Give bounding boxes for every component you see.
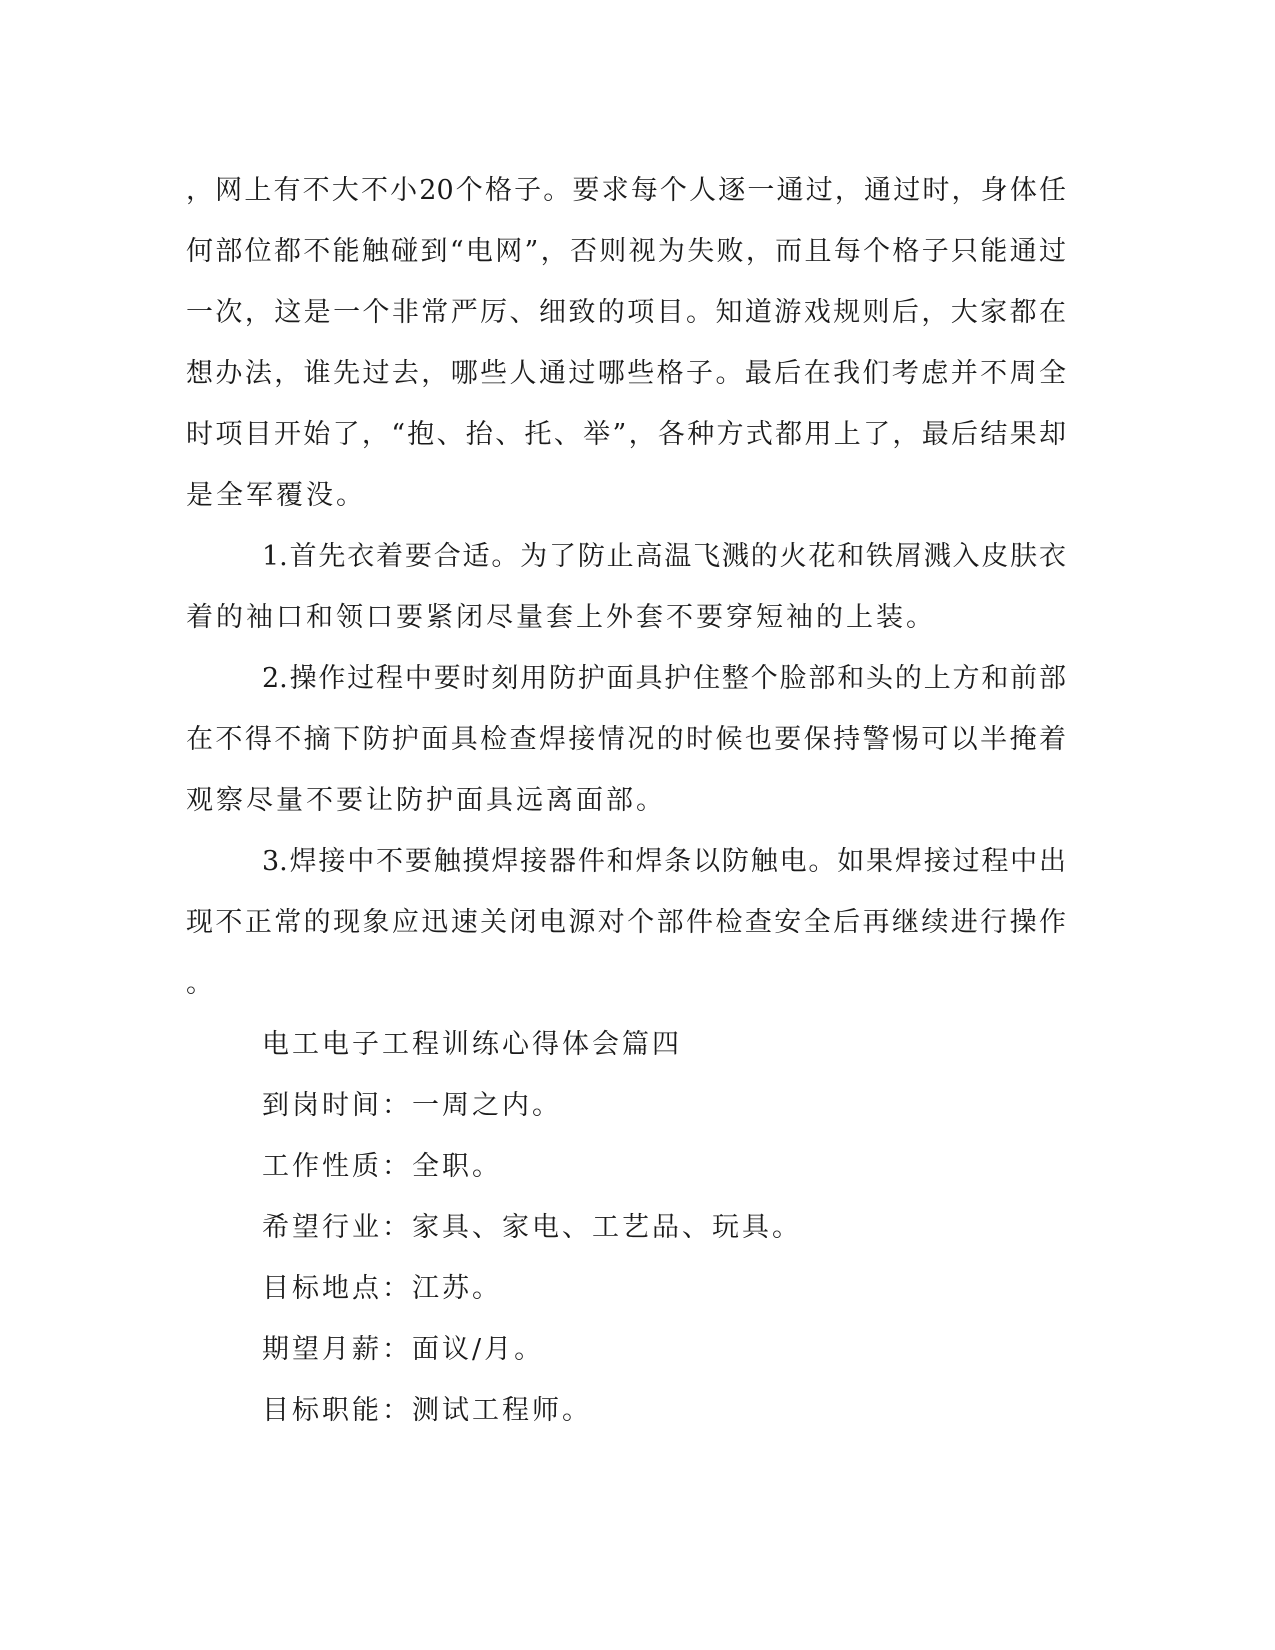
text-line: 是全军覆没。 bbox=[186, 480, 366, 511]
text-line: 1.首先衣着要合适。为了防止高温飞溅的火花和铁屑溅入皮肤衣 bbox=[262, 541, 1066, 572]
text-line: 。 bbox=[186, 968, 216, 999]
text-line: 3.焊接中不要触摸焊接器件和焊条以防触电。如果焊接过程中出 bbox=[262, 846, 1066, 877]
section-title: 电工电子工程训练心得体会篇四 bbox=[262, 1029, 682, 1060]
text-line: 想办法，谁先过去，哪些人通过哪些格子。最后在我们考虑并不周全 bbox=[186, 358, 1066, 389]
list-item: 目标地点：江苏。 bbox=[262, 1273, 502, 1304]
paragraph-1 bbox=[186, 160, 1066, 526]
text-line: 观察尽量不要让防护面具远离面部。 bbox=[186, 785, 666, 816]
text-line: 2.操作过程中要时刻用防护面具护住整个脸部和头的上方和前部 bbox=[262, 663, 1066, 694]
list-item: 工作性质：全职。 bbox=[262, 1151, 502, 1182]
text-line: 在不得不摘下防护面具检查焊接情况的时候也要保持警惕可以半掩着 bbox=[186, 724, 1066, 755]
paragraph-3 bbox=[186, 648, 1066, 831]
text-line: ，网上有不大不小20个格子。要求每个人逐一通过，通过时，身体任 bbox=[186, 175, 1066, 206]
paragraph-2 bbox=[186, 526, 1066, 648]
list-item: 目标职能：测试工程师。 bbox=[262, 1395, 592, 1426]
text-line: 时项目开始了，“抱、抬、托、举”，各种方式都用上了，最后结果却 bbox=[186, 419, 1066, 450]
document-body bbox=[186, 160, 1066, 1441]
list-item: 希望行业：家具、家电、工艺品、玩具。 bbox=[262, 1212, 802, 1243]
paragraph-4 bbox=[186, 831, 1066, 1014]
job-info-list bbox=[186, 1075, 1066, 1441]
list-item: 到岗时间：一周之内。 bbox=[262, 1090, 562, 1121]
list-item: 期望月薪：面议/月。 bbox=[262, 1334, 545, 1365]
text-line: 现不正常的现象应迅速关闭电源对个部件检查安全后再继续进行操作 bbox=[186, 907, 1066, 938]
text-line: 何部位都不能触碰到“电网”，否则视为失败，而且每个格子只能通过 bbox=[186, 236, 1066, 267]
text-line: 一次，这是一个非常严厉、细致的项目。知道游戏规则后，大家都在 bbox=[186, 297, 1066, 328]
text-line: 着的袖口和领口要紧闭尽量套上外套不要穿短袖的上装。 bbox=[186, 602, 936, 633]
